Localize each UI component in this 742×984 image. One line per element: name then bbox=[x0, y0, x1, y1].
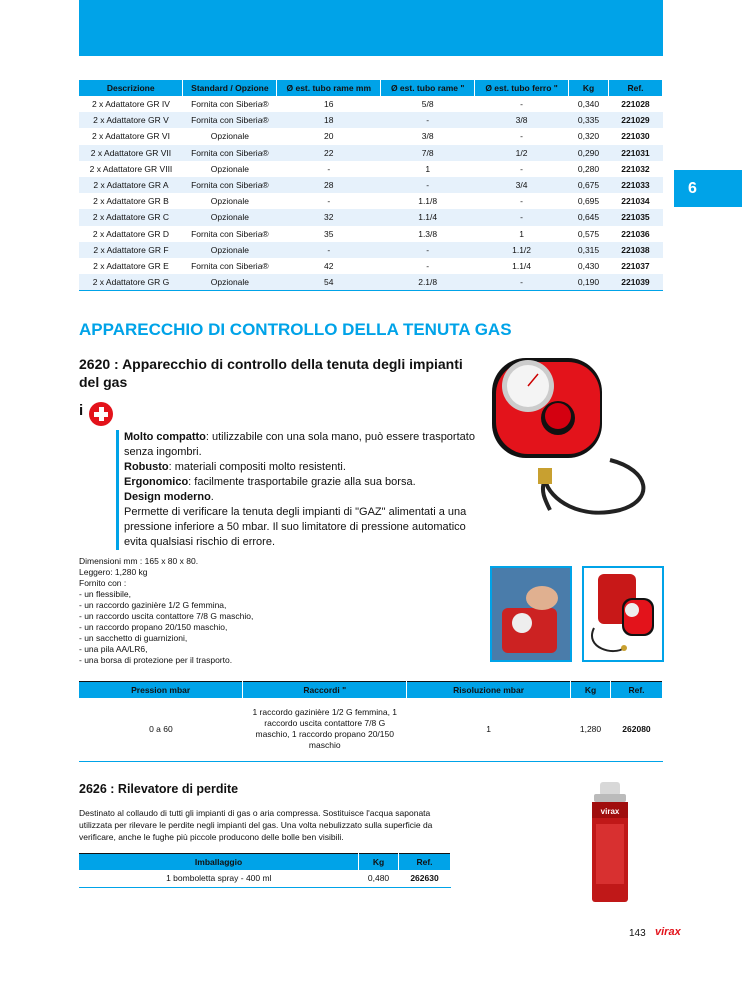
table-cell: - bbox=[381, 242, 475, 258]
table-cell: 3/4 bbox=[475, 177, 569, 193]
table-cell: 1/2 bbox=[475, 145, 569, 161]
table-cell: 7/8 bbox=[381, 145, 475, 161]
kit-photo bbox=[582, 566, 664, 662]
table-cell: Opzionale bbox=[210, 196, 250, 207]
table-cell: Fornita con Siberia® bbox=[183, 145, 277, 161]
spec-line: - un sacchetto di guarnizioni, bbox=[79, 633, 188, 643]
table-row bbox=[79, 193, 663, 209]
table-cell: 0,675 bbox=[569, 177, 609, 193]
table-cell: Opzionale bbox=[183, 274, 277, 290]
table-cell: 1.1/4 bbox=[512, 260, 532, 271]
table-cell: 0,315 bbox=[569, 242, 609, 258]
col-header: Standard / Opzione bbox=[183, 80, 277, 96]
table-cell: 35 bbox=[324, 228, 334, 239]
table-cell: - bbox=[381, 177, 475, 193]
table-cell: 0,320 bbox=[577, 131, 600, 142]
spec-line: - una pila AA/LR6, bbox=[79, 644, 148, 654]
adapter-table-header bbox=[79, 80, 663, 96]
feature-item: Design moderno. bbox=[124, 491, 214, 503]
feature-item: Permette di verificare la tenuta degli impianti di "GAZ" alimentati a una pressione inferiore a 50 mbar. Il suo limitatore di pressione automatico evita qualsiasi rischio di errore. bbox=[124, 506, 467, 548]
tester-table-header bbox=[79, 682, 663, 698]
table-cell: 221030 bbox=[621, 131, 650, 142]
table-cell: Opzionale bbox=[183, 242, 277, 258]
table-cell: 1 bbox=[519, 228, 524, 239]
table-cell: 3/8 bbox=[421, 131, 434, 142]
usage-photo bbox=[490, 566, 572, 662]
table-cell: - bbox=[277, 242, 381, 258]
col-header: Ø est. tubo rame " bbox=[381, 80, 475, 96]
table-cell: 0,190 bbox=[569, 274, 609, 290]
table-cell: 2 x Adattatore GR F bbox=[79, 242, 183, 258]
col-header: Raccordi " bbox=[243, 682, 407, 698]
table-cell: 221031 bbox=[608, 145, 662, 161]
table-cell: - bbox=[327, 196, 331, 207]
col-header: Ø est. tubo rame mm bbox=[277, 80, 381, 96]
table-cell: Fornita con Siberia® bbox=[191, 228, 269, 239]
col-header: Ø est. tubo ferro " bbox=[475, 80, 569, 96]
col-header: Descrizione bbox=[79, 80, 183, 96]
table-row bbox=[79, 209, 663, 225]
table-cell: Opzionale bbox=[210, 163, 250, 174]
table-cell: 2 x Adattatore GR E bbox=[93, 260, 169, 271]
table-cell: 22 bbox=[277, 145, 381, 161]
col-header: Ref. bbox=[610, 682, 662, 698]
table-cell: 262630 bbox=[410, 873, 439, 884]
col-header: Kg bbox=[571, 682, 611, 698]
table-row bbox=[79, 274, 663, 290]
table-cell: 3/8 bbox=[475, 112, 569, 128]
table-cell: 221034 bbox=[621, 196, 650, 207]
table-cell: - bbox=[381, 112, 475, 128]
table-cell: 0,335 bbox=[569, 112, 609, 128]
table-cell: - bbox=[520, 131, 523, 142]
table-cell: 2 x Adattatore GR VI bbox=[91, 131, 170, 142]
table-cell: 32 bbox=[277, 209, 381, 225]
table-cell: 221032 bbox=[621, 163, 650, 174]
feature-item: Ergonomico: facilmente trasportabile grazie alla sua borsa. bbox=[124, 476, 416, 488]
spray-table-header bbox=[79, 854, 451, 870]
table-cell: 0,340 bbox=[577, 99, 600, 110]
table-row bbox=[79, 96, 663, 112]
table-cell: - bbox=[520, 163, 523, 174]
product-2626-title: 2626 : Rilevatore di perdite bbox=[79, 782, 239, 796]
table-cell: 1 bbox=[425, 163, 431, 174]
table-cell: 0,290 bbox=[569, 145, 609, 161]
table-cell: 18 bbox=[277, 112, 381, 128]
chapter-tab: 6 bbox=[674, 170, 742, 207]
table-cell: 221037 bbox=[621, 260, 650, 271]
header-band bbox=[79, 0, 663, 56]
table-cell: 262080 bbox=[622, 723, 651, 734]
feature-item: Robusto: materiali compositi molto resistenti. bbox=[124, 461, 346, 473]
table-cell: Opzionale bbox=[183, 209, 277, 225]
table-cell: 1.3/8 bbox=[418, 228, 438, 239]
table-cell: 2.1/8 bbox=[381, 274, 475, 290]
table-cell: Fornita con Siberia® bbox=[191, 99, 269, 110]
col-header: Ref. bbox=[608, 80, 662, 96]
table-row bbox=[79, 161, 663, 177]
table-cell: - bbox=[520, 99, 523, 110]
section-title: APPARECCHIO DI CONTROLLO DELLA TENUTA GAS bbox=[79, 320, 512, 339]
table-cell: 2 x Adattatore GR B bbox=[93, 196, 169, 207]
table-cell: 221029 bbox=[608, 112, 662, 128]
table-cell: 221036 bbox=[621, 228, 650, 239]
col-header: Kg bbox=[359, 854, 399, 870]
table-cell: 221035 bbox=[608, 209, 662, 225]
gas-tester-image bbox=[490, 350, 660, 550]
table-cell: - bbox=[327, 163, 331, 174]
feature-item: Molto compatto: utilizzabile con una sola mano, può essere trasportato senza ingombri. bbox=[124, 431, 475, 458]
table-cell: - bbox=[475, 274, 569, 290]
col-header: Ref. bbox=[399, 854, 451, 870]
table-cell: 2 x Adattatore GR A bbox=[79, 177, 183, 193]
table-cell: 20 bbox=[324, 131, 334, 142]
table-cell: 1.1/8 bbox=[418, 196, 438, 207]
table-row bbox=[79, 870, 451, 888]
table-cell: 221039 bbox=[608, 274, 662, 290]
table-row bbox=[79, 698, 663, 762]
brand-logo: virax bbox=[655, 926, 681, 938]
table-cell: 2 x Adattatore GR D bbox=[92, 228, 169, 239]
table-row bbox=[79, 145, 663, 161]
spec-line: Leggero: 1,280 kg bbox=[79, 567, 148, 577]
usage-photo-art bbox=[492, 568, 570, 660]
spec-line: - una borsa di protezione per il trasporto. bbox=[79, 655, 233, 665]
table-cell: 221033 bbox=[608, 177, 662, 193]
table-row bbox=[79, 128, 663, 144]
spray-can-image bbox=[588, 780, 632, 904]
table-cell: 16 bbox=[324, 99, 334, 110]
table-cell: 2 x Adattatore GR G bbox=[79, 274, 183, 290]
table-row bbox=[79, 226, 663, 242]
table-cell: 2 x Adattatore GR IV bbox=[91, 99, 170, 110]
table-cell: 2 x Adattatore GR VII bbox=[79, 145, 183, 161]
col-header: Pression mbar bbox=[79, 682, 243, 698]
table-cell: 0,480 bbox=[367, 873, 390, 884]
table-cell: 1.1/2 bbox=[475, 242, 569, 258]
table-cell: Fornita con Siberia® bbox=[183, 177, 277, 193]
kit-photo-art bbox=[584, 568, 662, 660]
table-cell: Fornita con Siberia® bbox=[191, 260, 269, 271]
table-cell: Fornita con Siberia® bbox=[183, 112, 277, 128]
table-cell: 42 bbox=[324, 260, 334, 271]
table-cell: 54 bbox=[277, 274, 381, 290]
table-cell: 1 raccordo gazinière 1/2 G femmina, 1 raccordo uscita contattore 7/8 G maschio, 1 raccordo propano 20/150 maschio bbox=[252, 707, 398, 751]
col-header: Risoluzione mbar bbox=[407, 682, 571, 698]
spray-table bbox=[79, 853, 451, 888]
table-cell: 221028 bbox=[621, 99, 650, 110]
table-cell: 0,430 bbox=[577, 260, 600, 271]
table-cell: 0,575 bbox=[577, 228, 600, 239]
table-cell: 1 bbox=[486, 723, 491, 734]
svg-text:virax: virax bbox=[600, 807, 620, 816]
table-row bbox=[79, 177, 663, 193]
table-cell: 2 x Adattatore GR C bbox=[79, 209, 183, 225]
spec-line: - un flessibile, bbox=[79, 589, 131, 599]
spec-line: - un raccordo propano 20/150 maschio, bbox=[79, 622, 228, 632]
spec-line: - un raccordo uscita contattore 7/8 G maschio, bbox=[79, 611, 254, 621]
table-cell: 2 x Adattatore GR VIII bbox=[89, 163, 173, 174]
info-letter: i bbox=[79, 402, 84, 419]
table-cell: 0,280 bbox=[577, 163, 600, 174]
table-cell: - bbox=[426, 260, 430, 271]
table-cell: 0,645 bbox=[569, 209, 609, 225]
table-cell: Opzionale bbox=[210, 131, 250, 142]
table-cell: 0,695 bbox=[577, 196, 600, 207]
table-cell: 2 x Adattatore GR V bbox=[79, 112, 183, 128]
product-2626-description: Destinato al collaudo di tutti gli impianti di gas o aria compressa. Sostituisce l'acqua saponata utilizzata per rilevare le perdite negli impianti del gas. Una volta nebulizzato sulla superficie da verificare, anche le fughe più piccole producono delle bolle ben visibili. bbox=[79, 808, 433, 842]
page-number: 143 bbox=[629, 928, 646, 939]
table-row bbox=[79, 242, 663, 258]
tester-table bbox=[79, 681, 663, 762]
table-cell: 5/8 bbox=[421, 99, 434, 110]
swiss-cross-icon bbox=[89, 402, 113, 426]
table-row bbox=[79, 112, 663, 128]
product-2620-title: 2620 : Apparecchio di controllo della tenuta degli impianti del gas bbox=[79, 356, 463, 390]
spec-line: - un raccordo gazinière 1/2 G femmina, bbox=[79, 600, 227, 610]
adapter-table bbox=[79, 80, 663, 291]
spec-line: Dimensioni mm : 165 x 80 x 80. bbox=[79, 556, 199, 566]
col-header: Kg bbox=[569, 80, 609, 96]
table-cell: 221038 bbox=[608, 242, 662, 258]
spec-list bbox=[79, 556, 253, 666]
table-cell: 1 bomboletta spray - 400 ml bbox=[166, 873, 272, 884]
spec-line: Fornito con : bbox=[79, 578, 127, 588]
table-cell: - bbox=[520, 196, 523, 207]
table-cell: - bbox=[475, 209, 569, 225]
table-row bbox=[79, 258, 663, 274]
table-cell: 0 a 60 bbox=[149, 723, 173, 734]
table-cell: 1.1/4 bbox=[381, 209, 475, 225]
feature-list bbox=[116, 430, 476, 550]
col-header: Imballaggio bbox=[79, 854, 359, 870]
table-cell: 1,280 bbox=[579, 723, 602, 734]
table-cell: 28 bbox=[277, 177, 381, 193]
